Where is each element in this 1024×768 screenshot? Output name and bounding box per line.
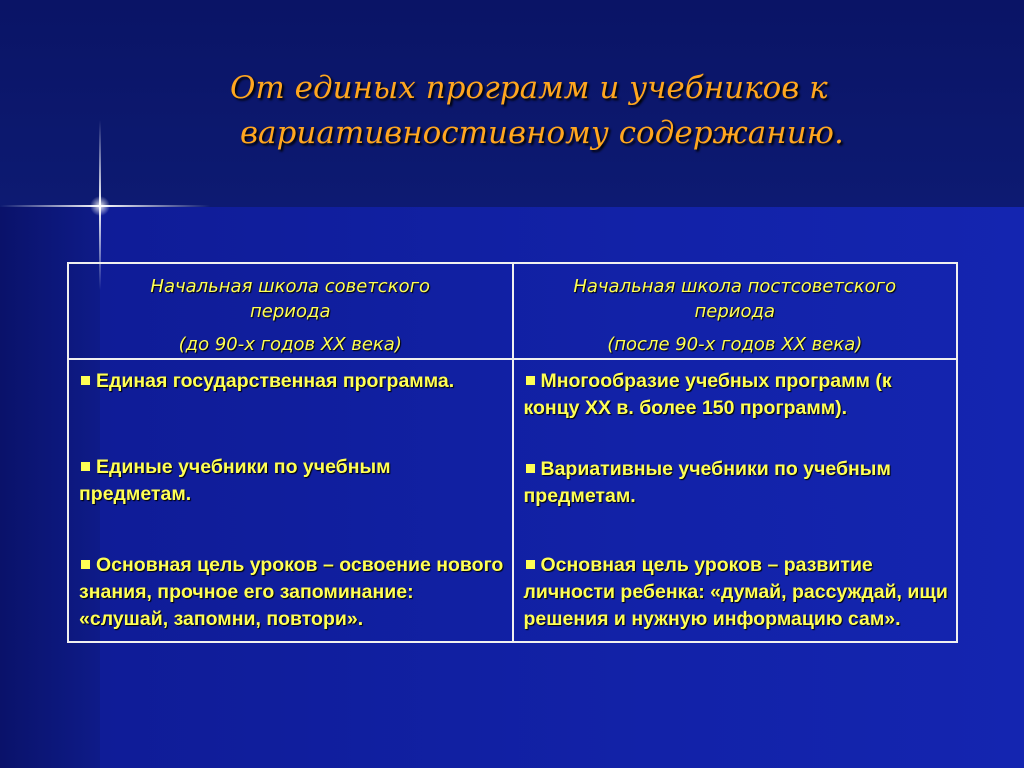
list-item [524,456,949,552]
list-item-text: Вариативные учебники по учебным предметам. [523,458,891,507]
list-item [79,454,504,552]
list-item-text: Основная цель уроков – освоение нового знания, прочное его запоминание: «слушай, запомни, повтори». [79,554,504,630]
comparison-table [67,262,958,643]
soviet-period-cell [68,359,513,642]
bullet-square-icon [81,560,90,569]
header-soviet-period [68,263,513,359]
slide-title [230,66,890,156]
header-line: периода [250,301,331,322]
bullet-square-icon [81,376,90,385]
list-item-text: Единые учебники по учебным предметам. [79,456,391,505]
post-soviet-period-cell [513,359,958,642]
list-item [524,368,949,456]
bullet-square-icon [526,376,535,385]
header-line: Начальная школа постсоветского [573,276,897,297]
bullet-square-icon [526,464,535,473]
slide-title-line-2: вариативностивному содержанию. [240,115,844,151]
header-post-soviet-period [513,263,958,359]
list-item [524,552,949,633]
header-line: (до 90-х годов XX века) [178,334,402,355]
header-line: (после 90-х годов XX века) [607,334,863,355]
list-item-text: Единая государственная программа. [96,370,455,392]
slide-title-line-1: От единых программ и учебников к [230,70,828,106]
list-item [79,552,504,633]
bullet-square-icon [81,462,90,471]
list-item-text: Многообразие учебных программ (к концу XX в. более 150 программ). [523,370,892,419]
bullet-square-icon [526,560,535,569]
list-item-text: Основная цель уроков – развитие личности ребенка: «думай, рассуждай, ищи решения и нужную информацию сам». [523,554,948,630]
header-line: периода [694,301,775,322]
table-body-row [68,359,957,642]
header-line: Начальная школа советского [150,276,431,297]
list-item [79,368,504,454]
table-header-row [68,263,957,359]
